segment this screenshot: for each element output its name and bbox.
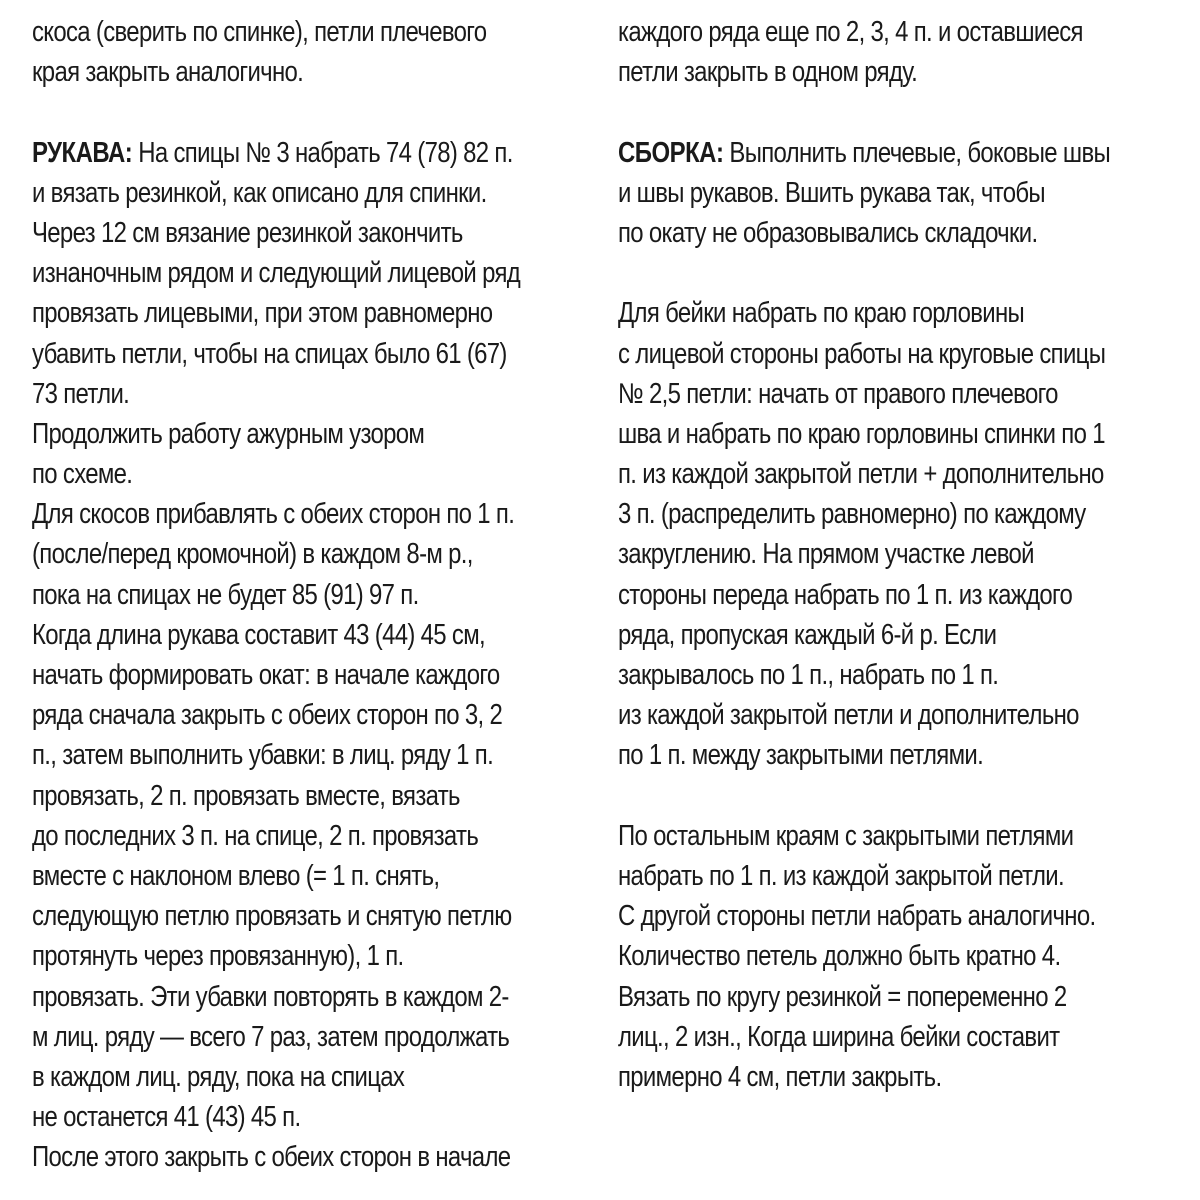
text-line: скоса (сверить по спинке), петли плечевого — [32, 16, 487, 48]
text-line: следующую петлю провязать и снятую петлю — [32, 900, 512, 933]
text-line: и швы рукавов. Вшить рукава так, чтобы — [618, 176, 1045, 209]
text-line: После этого закрыть с обеих сторон в начале — [32, 1141, 511, 1174]
sleeves-first-line — [32, 133, 513, 173]
text-run: Выполнить плечевые, боковые швы — [723, 136, 1111, 169]
text-line: лиц., 2 изн., Когда ширина бейки составит — [618, 1020, 1060, 1053]
paragraph-gap — [32, 92, 592, 132]
left-column — [32, 12, 592, 1177]
text-line: Для бейки набрать по краю горловины — [618, 297, 1025, 330]
text-line: и вязать резинкой, как описано для спинки. — [32, 176, 487, 209]
text-line: не останется 41 (43) 45 п. — [32, 1101, 301, 1134]
text-line: убавить петли, чтобы на спицах было 61 (67) — [32, 337, 507, 370]
text-line: 3 п. (распределить равномерно) по каждому — [618, 498, 1086, 531]
text-line: края закрыть аналогично. — [32, 56, 304, 89]
text-line: Вязать по кругу резинкой = попеременно 2 — [618, 980, 1067, 1013]
text-line: ряда, пропуская каждый 6-й р. Если — [618, 618, 997, 651]
text-line: провязать лицевыми, при этом равномерно — [32, 297, 493, 330]
paragraph-remaining-edges — [618, 816, 1178, 1097]
text-line: провязать. Эти убавки повторять в каждом 2- — [32, 980, 509, 1013]
text-line: 73 петли. — [32, 377, 130, 410]
paragraph-sleeve-cap-end — [618, 12, 1178, 92]
text-line: пока на спицах не будет 85 (91) 97 п. — [32, 578, 419, 611]
text-line: петли закрыть в одном ряду. — [618, 56, 918, 89]
text-line: С другой стороны петли набрать аналогично. — [618, 900, 1096, 933]
paragraph-gap — [618, 253, 1178, 293]
assembly-first-line — [618, 133, 1111, 173]
text-line: № 2,5 петли: начать от правого плечевого — [618, 377, 1058, 410]
paragraph-sleeves — [32, 133, 592, 1178]
text-line: из каждой закрытой петли и дополнительно — [618, 699, 1079, 732]
text-line: изнаночным рядом и следующий лицевой ряд — [32, 257, 521, 290]
text-line: стороны переда набрать по 1 п. из каждого — [618, 578, 1073, 611]
right-column — [618, 12, 1178, 1097]
text-line: по окату не образовывались складочки. — [618, 216, 1038, 249]
text-line: ряда сначала закрыть с обеих сторон по 3, 2 — [32, 699, 503, 732]
text-line: начать формировать окат: в начале каждого — [32, 659, 500, 691]
paragraph-neckband — [618, 293, 1178, 775]
text-line: п. из каждой закрытой петли + дополнительно — [618, 458, 1104, 491]
text-line: каждого ряда еще по 2, 3, 4 п. и оставшиеся — [618, 16, 1083, 48]
text-line: провязать, 2 п. провязать вместе, вязать — [32, 779, 460, 812]
text-line: протянуть через провязанную), 1 п. — [32, 940, 404, 973]
text-line: по схеме. — [32, 458, 133, 491]
text-line: вместе с наклоном влево (= 1 п. снять, — [32, 859, 440, 892]
paragraph-gap — [618, 92, 1178, 132]
text-line: по 1 п. между закрытыми петлями. — [618, 739, 984, 772]
text-line: закруглению. На прямом участке левой — [618, 538, 1034, 571]
text-run: На спицы № 3 набрать 74 (78) 82 п. — [132, 136, 513, 169]
section-heading-sleeves: РУКАВА: — [32, 136, 133, 169]
text-line: до последних 3 п. на спице, 2 п. провязать — [32, 819, 479, 852]
text-line: в каждом лиц. ряду, пока на спицах — [32, 1060, 405, 1093]
paragraph-neck-shaping-end — [32, 12, 592, 92]
section-heading-assembly: СБОРКА: — [618, 136, 724, 169]
text-line: примерно 4 см, петли закрыть. — [618, 1060, 942, 1093]
text-line: Количество петель должно быть кратно 4. — [618, 940, 1061, 973]
paragraph-assembly — [618, 133, 1178, 254]
text-line: По остальным краям с закрытыми петлями — [618, 819, 1074, 852]
text-line: Через 12 см вязание резинкой закончить — [32, 216, 463, 249]
text-line: закрывалось по 1 п., набрать по 1 п. — [618, 659, 999, 691]
paragraph-gap — [618, 776, 1178, 816]
text-line: п., затем выполнить убавки: в лиц. ряду 1 п. — [32, 739, 494, 772]
text-line: набрать по 1 п. из каждой закрытой петли. — [618, 859, 1064, 892]
text-line: Продолжить работу ажурным узором — [32, 417, 425, 450]
text-line: м лиц. ряду — всего 7 раз, затем продолжать — [32, 1020, 510, 1053]
text-line: шва и набрать по краю горловины спинки по 1 — [618, 417, 1105, 450]
text-line: с лицевой стороны работы на круговые спицы — [618, 337, 1106, 370]
text-line: Когда длина рукава составит 43 (44) 45 см, — [32, 618, 485, 651]
text-line: (после/перед кромочной) в каждом 8-м р., — [32, 538, 473, 571]
text-line: Для скосов прибавлять с обеих сторон по 1 п. — [32, 498, 515, 531]
